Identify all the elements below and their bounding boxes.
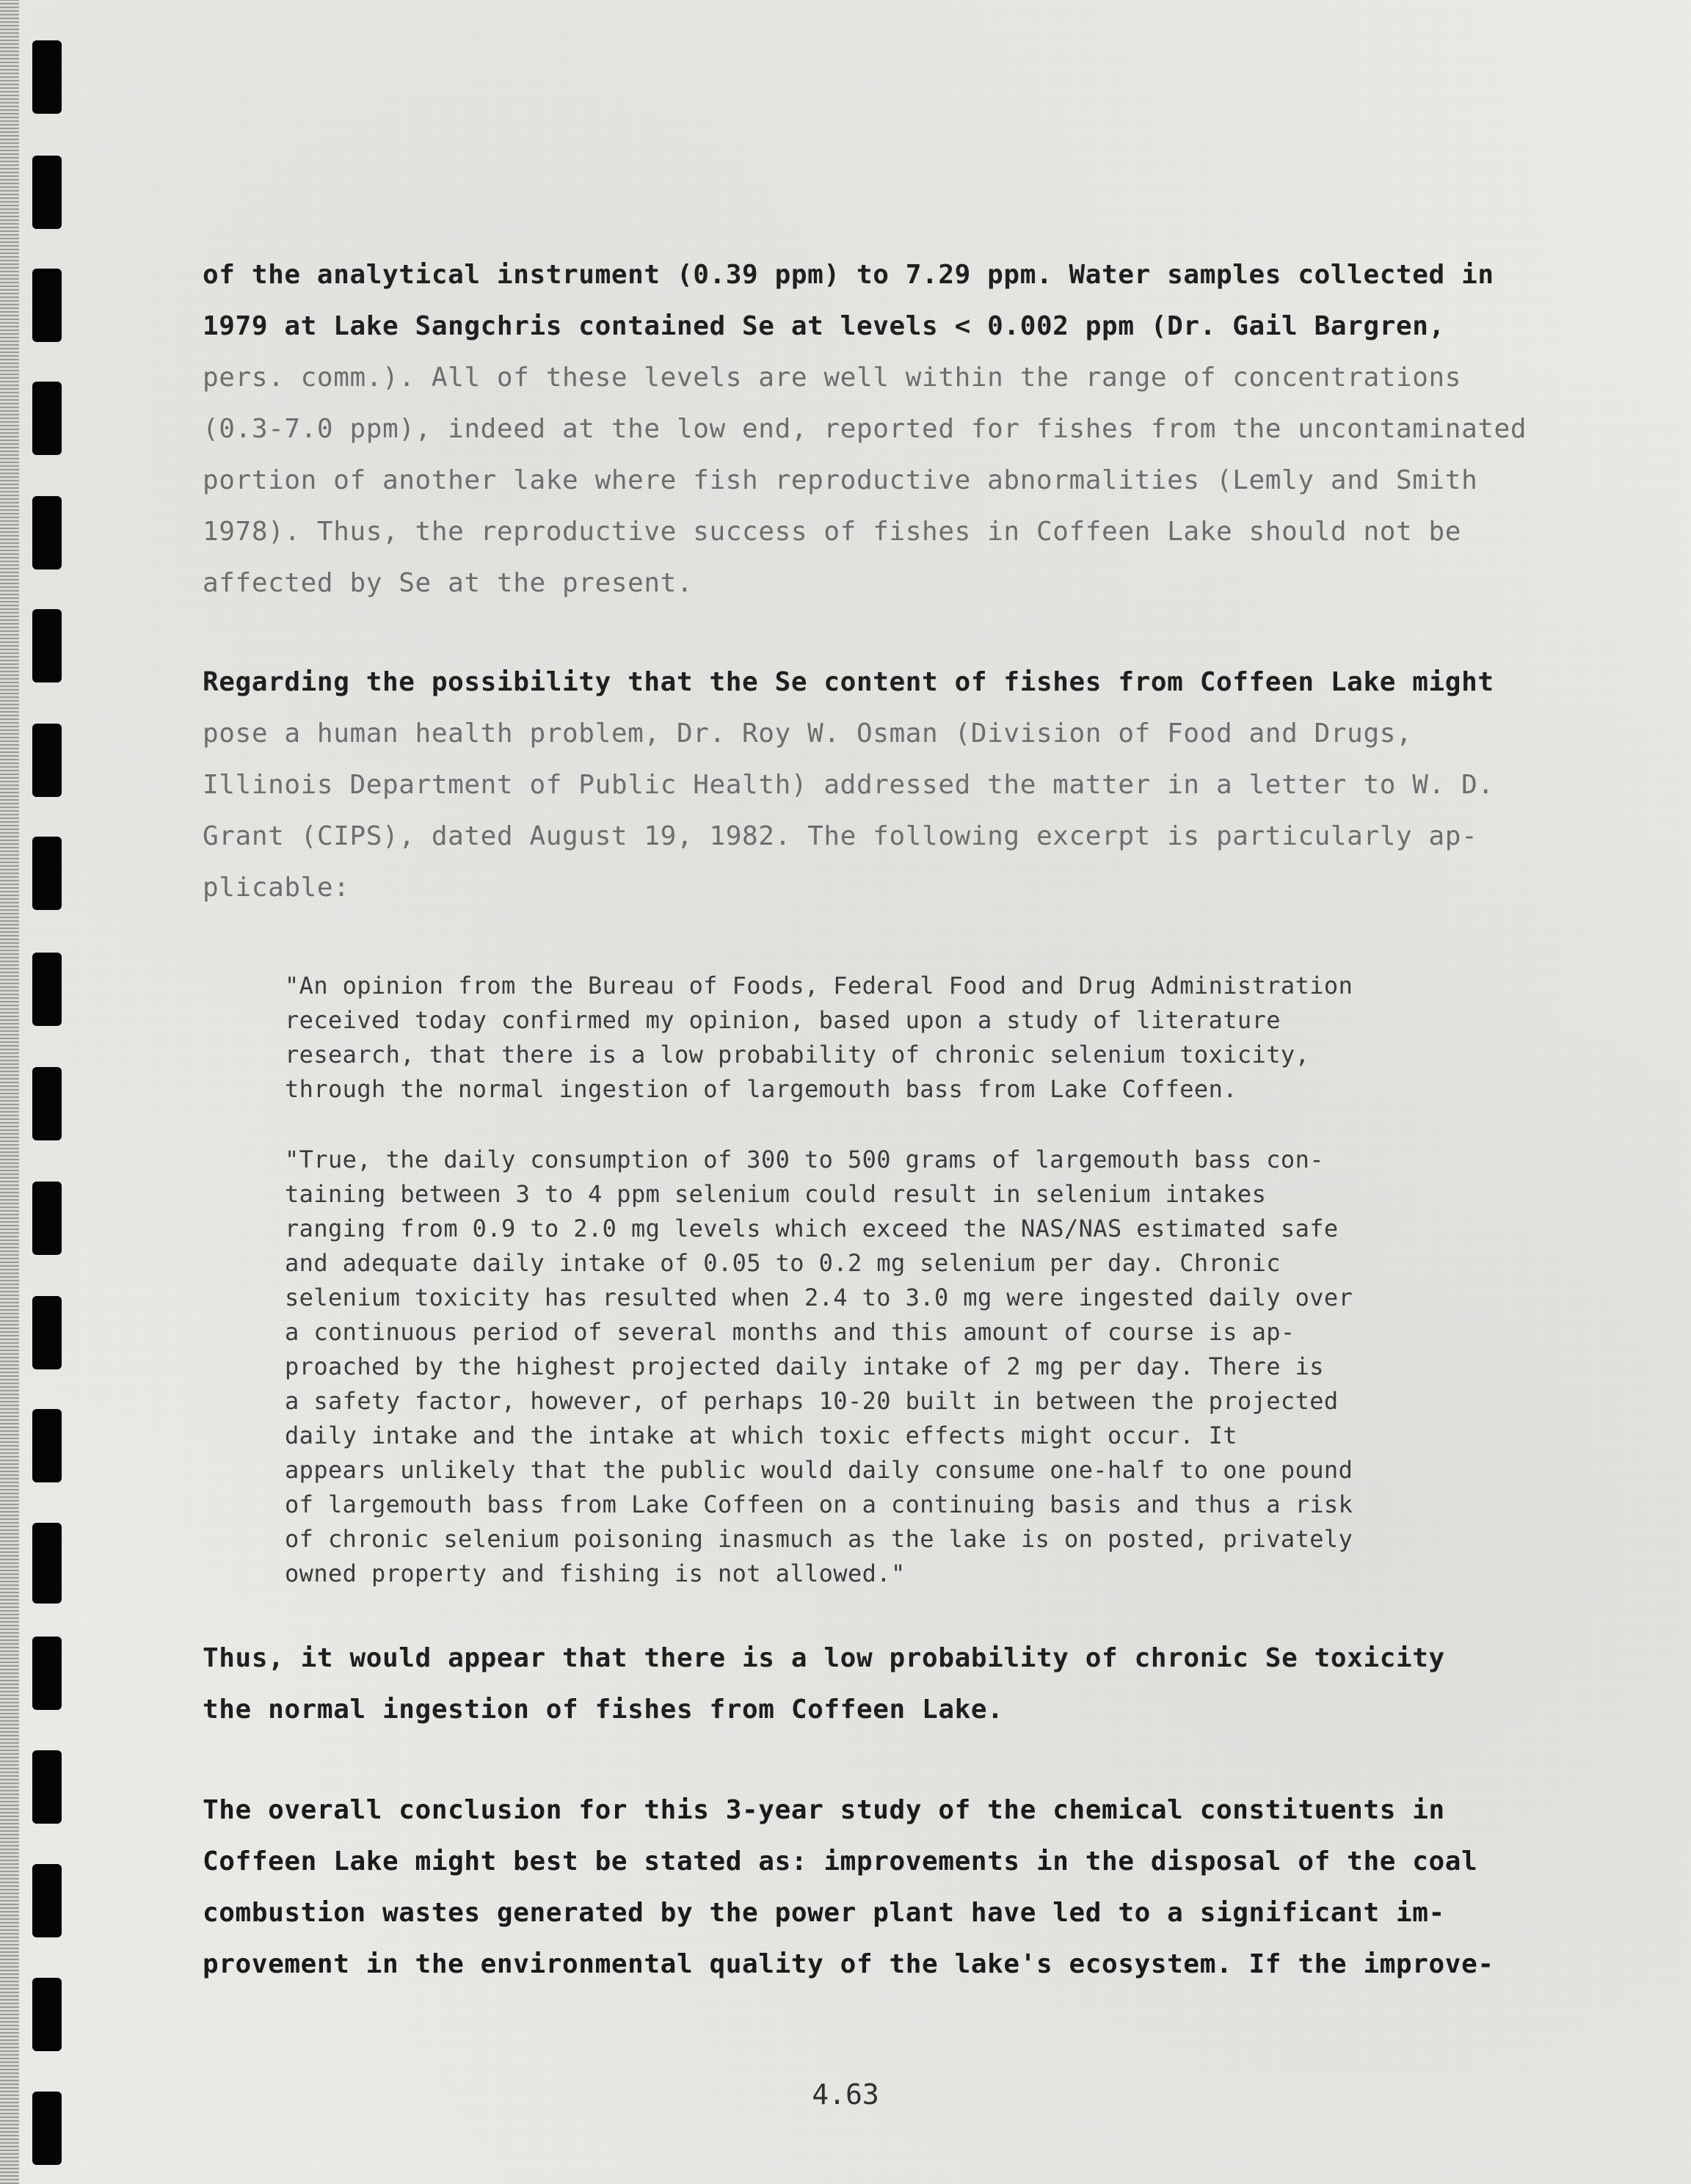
binder-hole [32, 1296, 62, 1369]
text-line: Illinois Department of Public Health) addressed the matter in a letter to W. D. [203, 770, 1494, 800]
text-line: Thus, it would appear that there is a low probability of chronic Se toxicity [203, 1643, 1445, 1673]
text-line: plicable: [203, 873, 350, 903]
quote-line: research, that there is a low probability of chronic selenium toxicity, [285, 1041, 1310, 1069]
quote-line: through the normal ingestion of largemouth bass from Lake Coffeen. [285, 1075, 1237, 1103]
text-line: pers. comm.). All of these levels are well within the range of concentrations [203, 363, 1462, 393]
quote-line: appears unlikely that the public would daily consume one-half to one pound [285, 1456, 1353, 1484]
binder-hole [32, 1182, 62, 1255]
paragraph-continuation [203, 250, 1568, 609]
text-line: 1979 at Lake Sangchris contained Se at levels < 0.002 ppm (Dr. Gail Bargren, [203, 311, 1445, 341]
binder-hole [32, 1637, 62, 1710]
paragraph-probability [203, 1633, 1568, 1736]
text-line: portion of another lake where fish reproductive abnormalities (Lemly and Smith [203, 465, 1478, 495]
quote-line: a continuous period of several months and this amount of course is ap- [285, 1318, 1295, 1346]
quote-line: ranging from 0.9 to 2.0 mg levels which exceed the NAS/NAS estimated safe [285, 1215, 1339, 1242]
text-line: the normal ingestion of fishes from Coffeen Lake. [203, 1695, 1004, 1725]
quote-line: a safety factor, however, of perhaps 10-20 built in between the projected [285, 1387, 1339, 1415]
text-line: combustion wastes generated by the power plant have led to a significant im- [203, 1898, 1445, 1928]
binder-hole [32, 724, 62, 797]
binder-hole [32, 1978, 62, 2051]
text-line: Coffeen Lake might best be stated as: improvements in the disposal of the coal [203, 1846, 1478, 1877]
binder-hole [32, 953, 62, 1026]
binder-hole [32, 1864, 62, 1937]
text-line: Grant (CIPS), dated August 19, 1982. The following excerpt is particularly ap- [203, 821, 1478, 851]
quote-line: of chronic selenium poisoning inasmuch as the lake is on posted, privately [285, 1525, 1353, 1553]
text-line: (0.3-7.0 ppm), indeed at the low end, reported for fishes from the uncontaminated [203, 414, 1527, 444]
text-line: 1978). Thus, the reproductive success of fishes in Coffeen Lake should not be [203, 517, 1462, 547]
binder-hole [32, 1750, 62, 1824]
text-line: affected by Se at the present. [203, 568, 694, 598]
binder-hole [32, 837, 62, 910]
quote-line: selenium toxicity has resulted when 2.4 to 3.0 mg were ingested daily over [285, 1284, 1353, 1311]
quote-line: of largemouth bass from Lake Coffeen on a continuing basis and thus a risk [285, 1490, 1353, 1518]
text-line: Regarding the possibility that the Se content of fishes from Coffeen Lake might [203, 667, 1494, 697]
binder-holes [32, 0, 63, 2184]
binder-hole [32, 382, 62, 455]
quote-line: "True, the daily consumption of 300 to 500 grams of largemouth bass con- [285, 1146, 1324, 1173]
binder-hole [32, 269, 62, 342]
text-line: The overall conclusion for this 3-year study of the chemical constituents in [203, 1795, 1445, 1825]
text-line: of the analytical instrument (0.39 ppm) to 7.29 ppm. Water samples collected in [203, 260, 1494, 290]
block-quote-consumption [285, 1143, 1532, 1591]
text-line: pose a human health problem, Dr. Roy W. Osman (Division of Food and Drugs, [203, 718, 1413, 749]
binder-hole [32, 1409, 62, 1482]
text-line: provement in the environmental quality of the lake's ecosystem. If the improve- [203, 1949, 1494, 1979]
block-quote-opinion [285, 969, 1532, 1107]
paragraph-conclusion [203, 1785, 1568, 1990]
quote-line: owned property and fishing is not allowed." [285, 1559, 906, 1587]
quote-line: taining between 3 to 4 ppm selenium could result in selenium intakes [285, 1180, 1267, 1208]
scan-edge [0, 0, 19, 2184]
quote-line: and adequate daily intake of 0.05 to 0.2 mg selenium per day. Chronic [285, 1249, 1281, 1277]
binder-hole [32, 156, 62, 229]
binder-hole [32, 496, 62, 569]
quote-line: received today confirmed my opinion, based upon a study of literature [285, 1006, 1281, 1034]
binder-hole [32, 1523, 62, 1604]
page-number: 4.63 [812, 2078, 879, 2111]
binder-hole [32, 40, 62, 114]
binder-hole [32, 1067, 62, 1140]
quote-line: proached by the highest projected daily intake of 2 mg per day. There is [285, 1353, 1324, 1380]
quote-line: daily intake and the intake at which toxic effects might occur. It [285, 1422, 1237, 1449]
paragraph-health [203, 657, 1568, 914]
binder-hole [32, 609, 62, 682]
quote-line: "An opinion from the Bureau of Foods, Federal Food and Drug Administration [285, 972, 1353, 1000]
